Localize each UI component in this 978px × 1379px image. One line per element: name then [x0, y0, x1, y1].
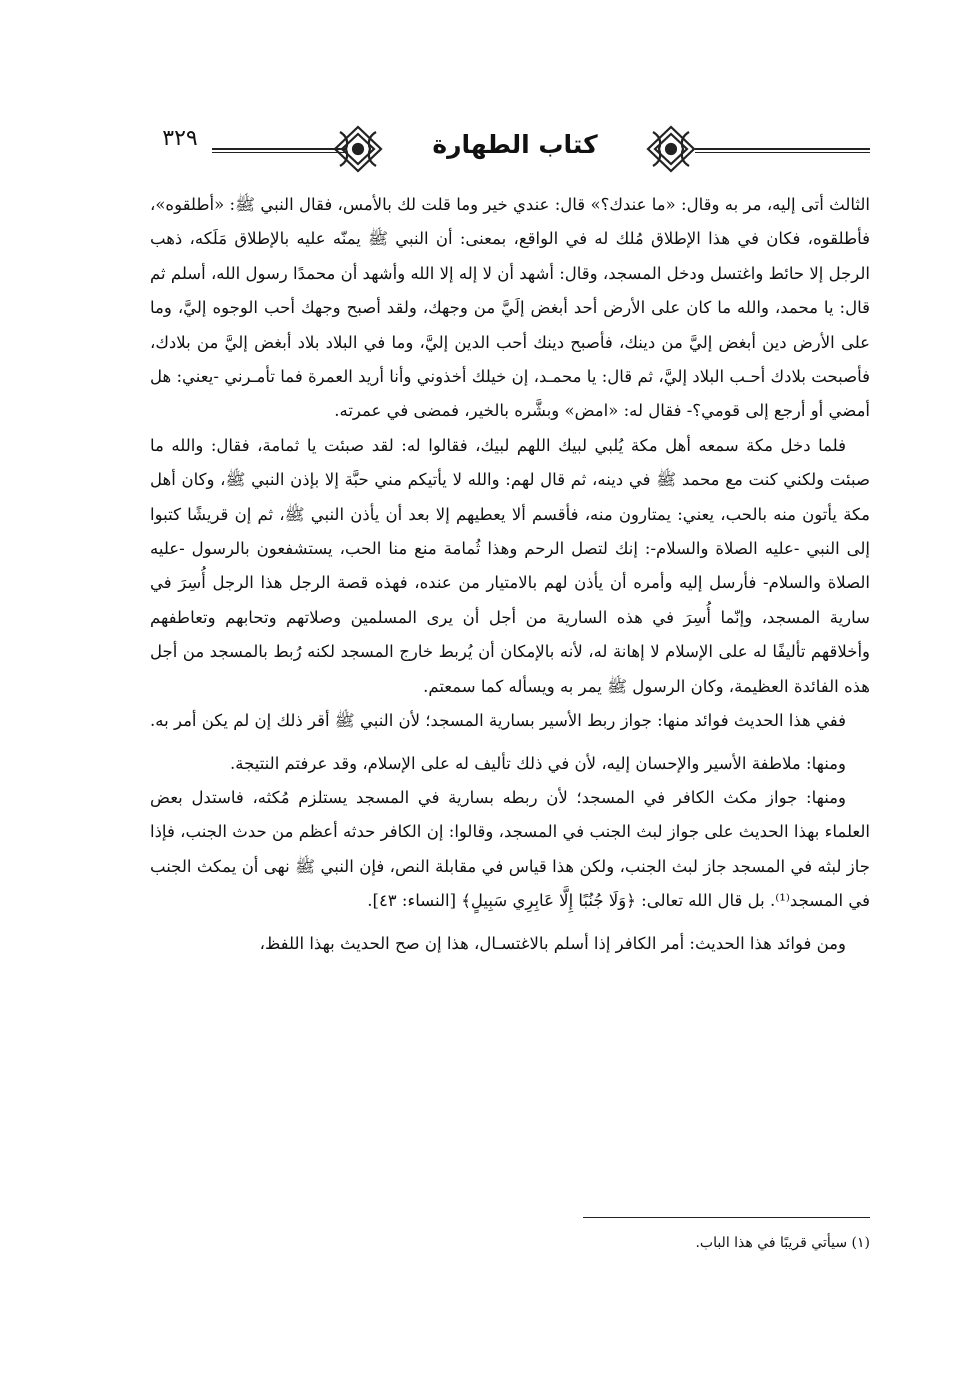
paragraph: ففي هذا الحديث فوائد منها: جواز ربط الأسير بسارية المسجد؛ لأن النبي ﷺ أقر ذلك إن لم يكن أمر به. [150, 711, 846, 731]
footnote: (١) سيأتي قريبًا في هذا الباب. [695, 1235, 870, 1251]
paragraph: فلما دخل مكة سمعه أهل مكة يُلبي لبيك اللهم لبيك، فقالوا له: لقد صبئت يا ثمامة، فقال: والله ما صبئت ولكني كنت مع محمد ﷺ في دينه، ثم قال لهم: والله لا يأتيكم مني حبَّة إلا بإذن النبي ﷺ، وكان أهل مكة يأتون منه بالحب، يعني: يمتارون منه، فأقسم ألا يعطيهم إلا بعد أن يأذن النبي ﷺ، ثم إن قريشًا كتبوا إلى النبي -عليه الصلاة والسلام-: إنك لتصل الرحم وهذا ثُمامة منع منا الحب، يستشفعون بالرسول -عليه الصلاة والسلام- فأرسل إليه وأمره أن يأذن لهم بالامتيار من عنده، فهذه قصة الرجل هذا الرجل أُسِرَ في سارية المسجد، وإنّما أُسِرَ في هذه السارية من أجل أن يرى المسلمين وصلاتهم وتحابهم وتعاطفهم وأخلاقهم تأليفًا له على الإسلام لا إهانة له، لأنه بالإمكان أن يُربط خارج المسجد لكنه رُبط بالمسجد من أجل هذه الفائدة العظيمة، وكان الرسول ﷺ يمر به ويسأله كما سمعتم. [150, 435, 870, 696]
header-rule-right [695, 148, 870, 153]
paragraph: ومن فوائد هذا الحديث: أمر الكافر إذا أسلم بالاغتسـال، هذا إن صح الحديث بهذا اللفظ، [259, 933, 846, 953]
paragraph: ومنها: جواز مكث الكافر في المسجد؛ لأن ربطه بسارية في المسجد يستلزم مُكثه، فاستدل بعض العلماء بهذا الحديث على جواز لبث الجنب في المسجد، وقالوا: إن الكافر حدثه أعظم من حدث الجنب، فإذا جاز لبثه في المسجد جاز لبث الجنب، ولكن هذا قياس في مقابلة النص، فإن النبي ﷺ نهى أن يمكث الجنب في المسجد⁽¹⁾. بل قال الله تعالى: ﴿وَلَا جُنُبًا إِلَّا عَابِرِي سَبِيلٍ﴾ [النساء: ٤٣]. [150, 787, 870, 911]
page-header [150, 118, 870, 178]
ornament-left-icon [332, 124, 384, 174]
paragraph: الثالث أتى إليه، مر به وقال: «ما عندك؟» قال: عندي خير وما قلت لك بالأمس، فقال النبي ﷺ: «أطلقوه»، فأطلقوه، فكان في هذا الإطلاق مُلك له في الواقع، بمعنى: أن النبي ﷺ يمنّه عليه بالإطلاق مَلَكه، ذهب الرجل إلا حائط واغتسل ودخل المسجد، وقال: أشهد أن لا إله إلا الله وأشهد أن محمدًا رسول الله، أسلم ثم قال: يا محمد، والله ما كان على الأرض أحد أبغض إلَيَّ من وجهك، ولقد أصبح وجهك أحب الوجوه إليَّ، وما على الأرض دين أبغض إليَّ من دينك، فأصبح دينك أحب الدين إليَّ، وما في البلاد بلاد أبغض إليَّ من بلادك، فأصبحت بلادك أحـب البلاد إليَّ، ثم قال: يا محمـد، إن خيلك أخذوني وأنا أريد العمرة فما تأمـرني -يعني: هل أمضي أو أرجع إلى قومي؟- فقال له: «امض» وبشَّره بالخير، فمضى في عمرته. [150, 195, 870, 421]
body-text [150, 188, 870, 961]
footnote-separator [583, 1217, 870, 1218]
header-rule-left [212, 148, 347, 153]
paragraph: ومنها: ملاطفة الأسير والإحسان إليه، لأن في ذلك تأليف له على الإسلام، وقد عرفتم النتيجة. [229, 753, 846, 773]
ornament-right-icon [645, 124, 697, 174]
page-number: ٣٢٩ [162, 126, 198, 151]
running-title: كتاب الطهارة [432, 130, 598, 159]
